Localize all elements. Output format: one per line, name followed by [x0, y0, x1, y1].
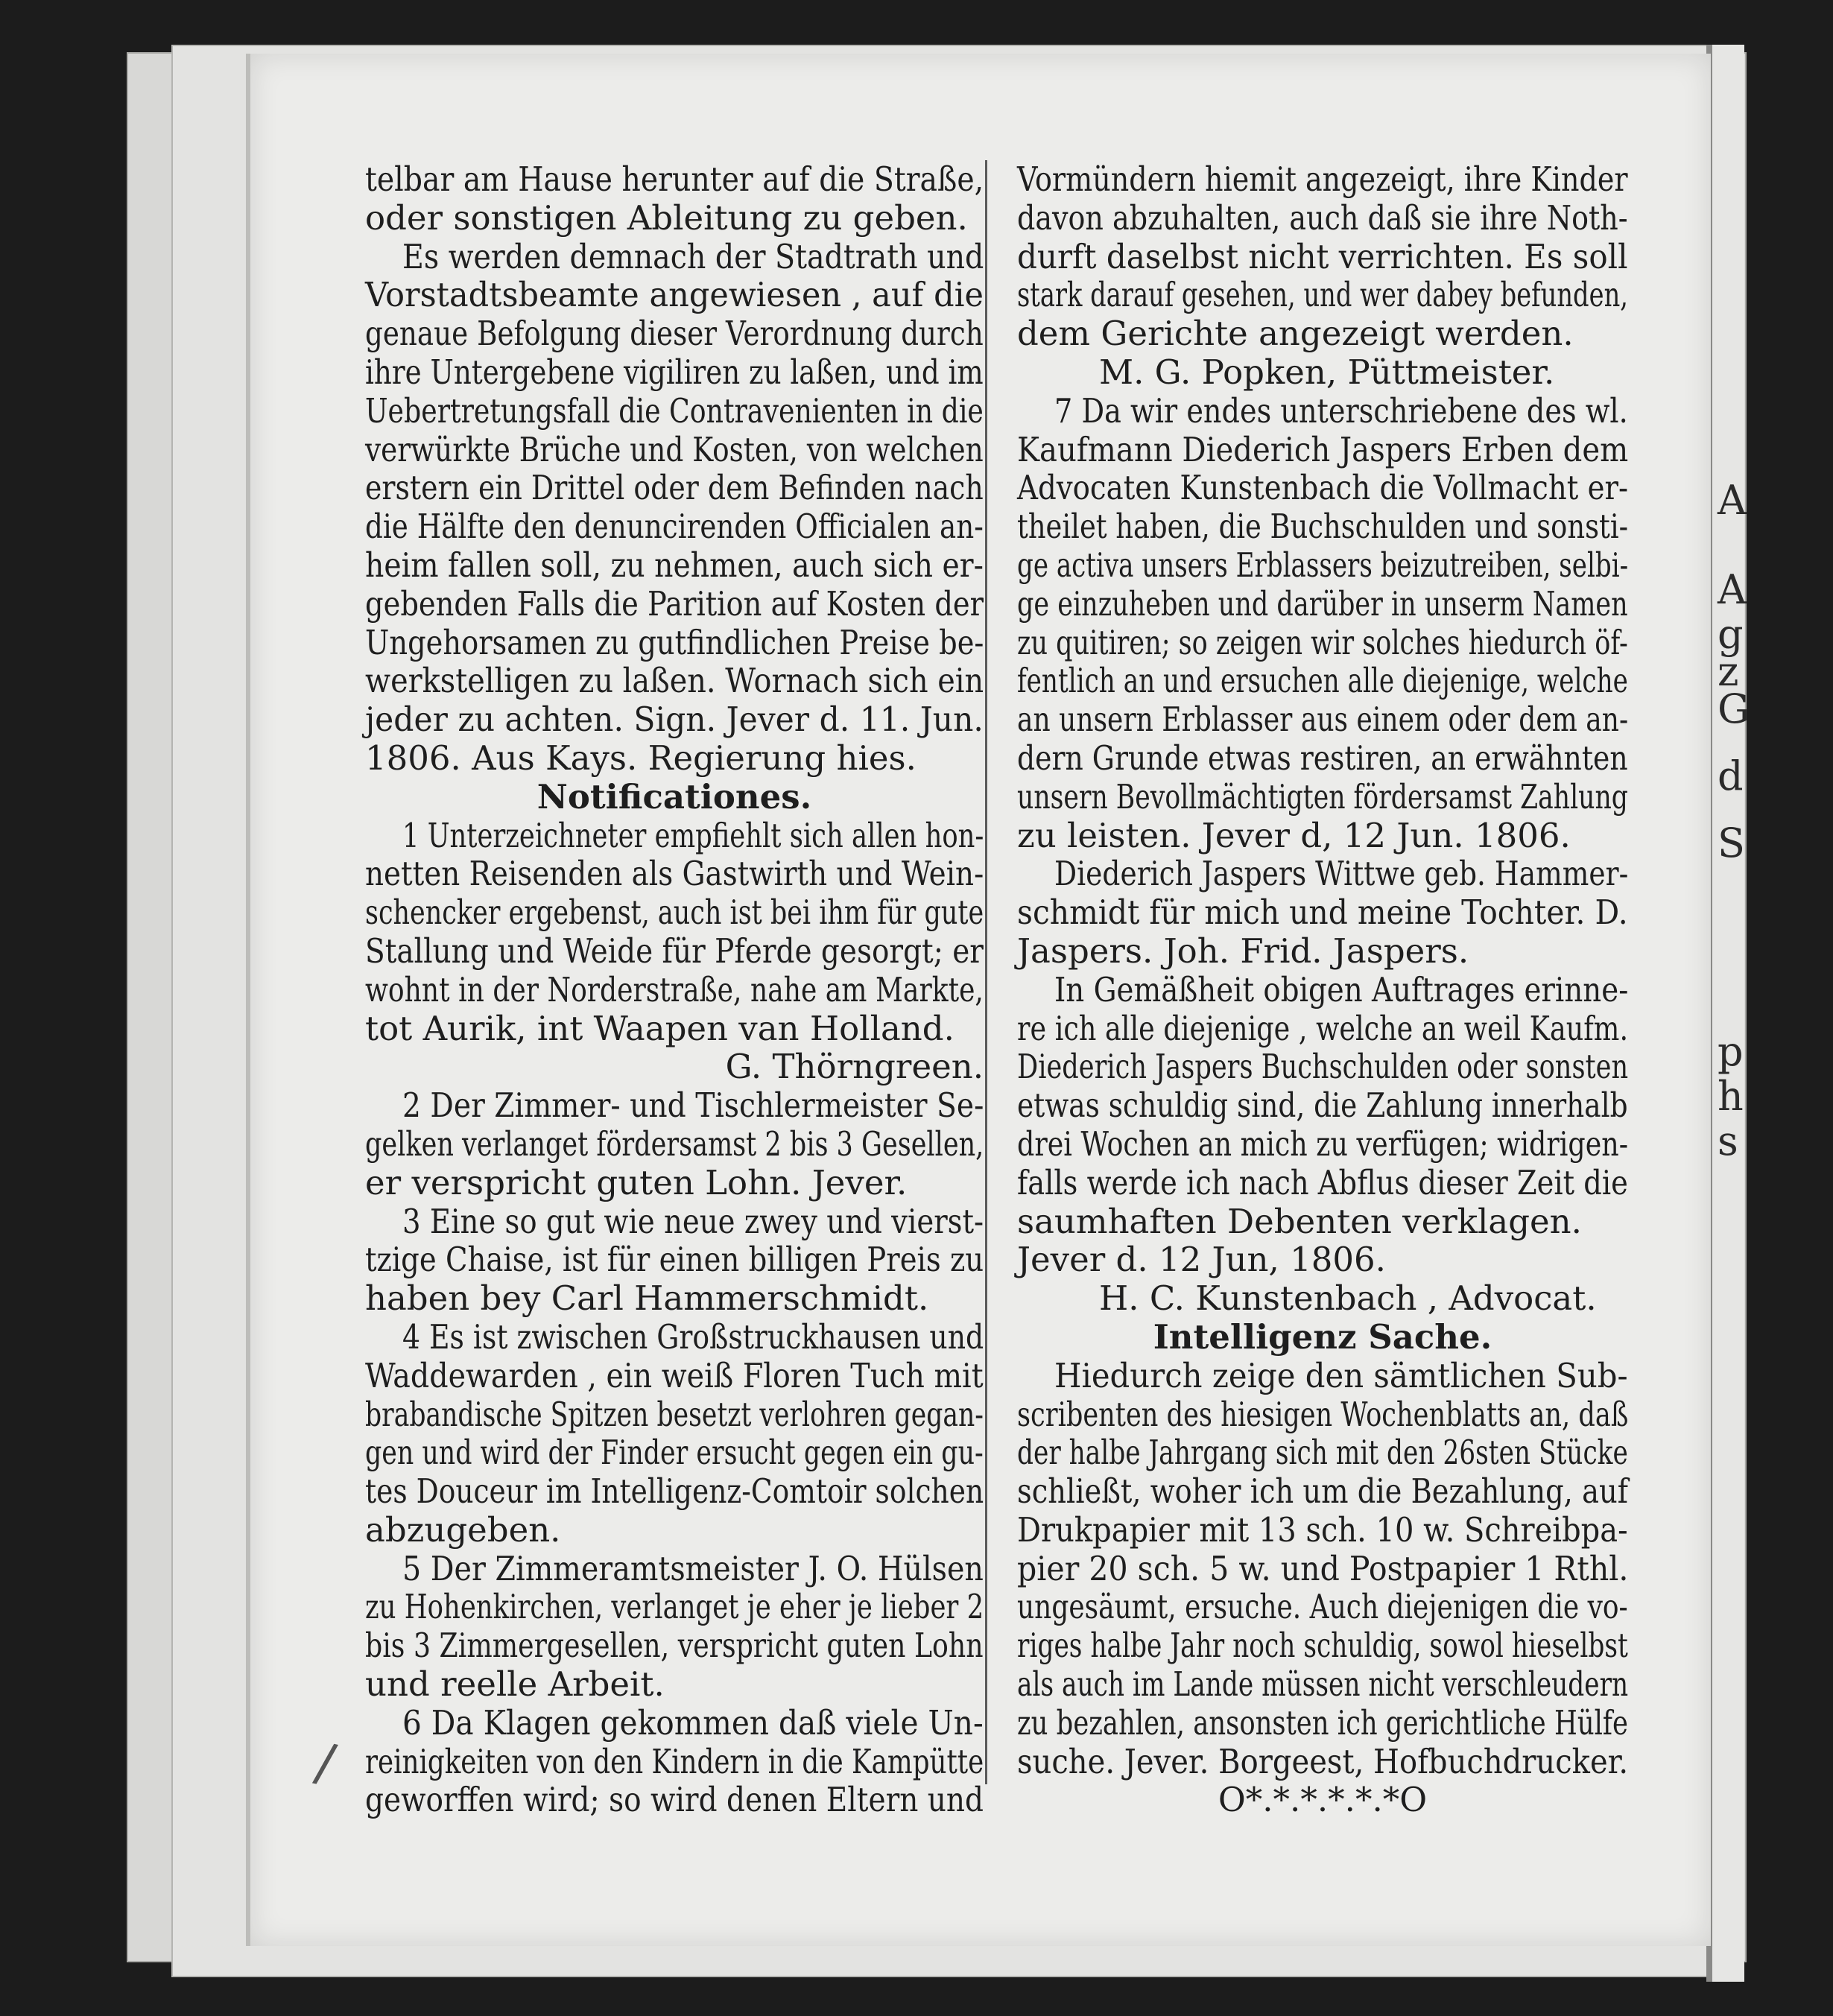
text-line: Waddewarden , ein weiß Floren Tuch mit — [365, 1355, 984, 1395]
text-line: zu Hohenkirchen, verlanget je eher je lieber 2 — [365, 1587, 984, 1627]
text-line: 1806. Aus Kays. Regierung hies. — [365, 738, 916, 778]
text-line: Vorstadtsbeamte angewiesen , auf die — [365, 275, 984, 315]
text-line: Diederich Jaspers Buchschulden oder sonsten — [1017, 1047, 1629, 1087]
text-line: brabandische Spitzen besetzt verlohren gegan- — [365, 1394, 984, 1434]
text-line: als auch im Lande müssen nicht verschleudern — [1017, 1664, 1629, 1705]
text-line: tot Aurik, int Waapen van Holland. — [365, 1008, 955, 1048]
text-line: wohnt in der Norderstraße, nahe am Markte, — [365, 969, 984, 1009]
text-line: genaue Befolgung dieser Verordnung durch — [365, 314, 984, 354]
text-line: tzige Chaise, ist für einen billigen Preis zu — [365, 1240, 984, 1280]
text-line: 5 Der Zimmeramtsmeister J. O. Hülsen — [402, 1548, 984, 1588]
text-line: 6 Da Klagen gekommen daß viele Un- — [402, 1702, 984, 1743]
margin-pencil-mark: / — [310, 1731, 341, 1795]
text-line: Diederich Jaspers Wittwe geb. Hammer- — [1054, 854, 1629, 894]
text-line: ihre Untergebene vigiliren zu laßen, und im — [365, 352, 984, 392]
text-line: erstern ein Drittel oder dem Befinden nach — [365, 468, 984, 508]
text-line: zu leisten. Jever d, 12 Jun. 1806. — [1017, 815, 1571, 855]
edge-glyph: s — [1718, 1118, 1738, 1164]
text-line: falls werde ich nach Abflus dieser Zeit die — [1017, 1162, 1628, 1202]
column-divider — [985, 160, 987, 1784]
text-line: saumhaften Debenten verklagen. — [1017, 1201, 1582, 1241]
text-line: suche. Jever. Borgeest, Hofbuchdrucker. — [1017, 1741, 1629, 1781]
text-line: H. C. Kunstenbach , Advocat. — [1099, 1278, 1597, 1319]
text-line: reinigkeiten von den Kindern in die Kampütte — [365, 1741, 984, 1781]
text-line: davon abzuhalten, auch daß sie ihre Noth- — [1017, 197, 1628, 238]
text-line: 1 Unterzeichneter empfiehlt sich allen hon- — [402, 815, 984, 855]
text-line: haben bey Carl Hammerschmidt. — [365, 1278, 929, 1319]
text-line: 7 Da wir endes unterschriebene des wl. — [1054, 390, 1628, 431]
text-line: M. G. Popken, Püttmeister. — [1099, 352, 1555, 392]
edge-glyph: G — [1718, 685, 1750, 732]
edge-glyph: p — [1718, 1028, 1744, 1075]
edge-glyph: z — [1718, 648, 1739, 695]
text-line: die Hälfte den denuncirenden Officialen an- — [365, 507, 984, 547]
text-line: dem Gerichte angezeigt werden. — [1017, 314, 1574, 354]
text-line: pier 20 sch. 5 w. und Postpapier 1 Rthl. — [1017, 1548, 1629, 1588]
text-line: re ich alle diejenige , welche an weil Kaufm. — [1017, 1008, 1629, 1048]
text-line: verwürkte Brüche und Kosten, von welchen — [365, 429, 984, 469]
text-line: tes Douceur im Intelligenz-Comtoir solchen — [365, 1471, 984, 1512]
text-line: etwas schuldig sind, die Zahlung innerhalb — [1017, 1085, 1628, 1126]
right-text-column — [1017, 160, 1628, 1819]
text-line: zu bezahlen, ansonsten ich gerichtliche Hülfe — [1017, 1702, 1628, 1743]
text-line: In Gemäßheit obigen Auftrages erinne- — [1054, 969, 1629, 1009]
text-line: schmidt für mich und meine Tochter. D. — [1017, 893, 1628, 933]
text-line: 2 Der Zimmer- und Tischlermeister Se- — [402, 1085, 984, 1126]
text-line: netten Reisenden als Gastwirth und Wein- — [365, 854, 984, 894]
text-line: Uebertretungsfall die Contravenienten in die — [365, 390, 984, 431]
section-heading: Intelligenz Sache. — [1153, 1316, 1492, 1357]
facing-page-edge — [1706, 45, 1744, 1982]
text-line: gebenden Falls die Parition auf Kosten der — [365, 583, 984, 624]
text-line: O*.*.*.*.*.*O — [1218, 1780, 1428, 1820]
text-line: G. Thörngreen. — [725, 1047, 984, 1087]
text-line: 4 Es ist zwischen Großstruckhausen und — [402, 1316, 984, 1357]
section-heading: Notificationes. — [536, 776, 812, 817]
text-line: riges halbe Jahr noch schuldig, sowol hieselbst — [1017, 1626, 1628, 1666]
text-line: Jaspers. Joh. Frid. Jaspers. — [1017, 931, 1469, 971]
text-line: fentlich an und ersuchen alle diejenige, welche — [1017, 661, 1628, 701]
text-line: schencker ergebenst, auch ist bei ihm für gute — [365, 893, 984, 933]
text-line: unsern Bevollmächtigten fördersamst Zahlung — [1017, 776, 1628, 817]
text-line: Jever d. 12 Jun, 1806. — [1017, 1240, 1386, 1280]
text-line: Drukpapier mit 13 sch. 10 w. Schreibpa- — [1017, 1509, 1628, 1550]
left-text-column — [365, 160, 984, 1819]
text-line: geworffen wird; so wird denen Eltern und — [365, 1780, 984, 1820]
text-line: telbar am Hause herunter auf die Straße, — [365, 159, 984, 199]
text-line: abzugeben. — [365, 1509, 561, 1550]
edge-glyph: g — [1718, 611, 1744, 658]
text-line: dern Grunde etwas restiren, an erwähnten — [1017, 738, 1628, 778]
text-line: jeder zu achten. Sign. Jever d. 11. Jun. — [365, 700, 984, 740]
text-line: durft daselbst nicht verrichten. Es soll — [1017, 236, 1628, 276]
edge-glyph: d — [1718, 752, 1744, 799]
edge-glyph: A — [1718, 477, 1747, 524]
text-line: Kaufmann Diederich Jaspers Erben dem — [1017, 429, 1629, 469]
text-line: gen und wird der Finder ersucht gegen ein gu- — [365, 1433, 984, 1473]
text-line: ge einzuheben und darüber in unserm Namen — [1017, 583, 1628, 624]
text-line: zu quitiren; so zeigen wir solches hiedurch öf- — [1017, 622, 1628, 662]
edge-glyph: h — [1718, 1073, 1744, 1120]
text-line: Vormündern hiemit angezeigt, ihre Kinder — [1017, 159, 1628, 199]
text-line: scribenten des hiesigen Wochenblatts an, daß — [1017, 1394, 1629, 1434]
text-line: schließt, woher ich um die Bezahlung, auf — [1017, 1471, 1628, 1512]
edge-glyph: S — [1718, 820, 1745, 866]
text-line: oder sonstigen Ableitung zu geben. — [365, 197, 968, 238]
text-line: heim fallen soll, zu nehmen, auch sich er- — [365, 545, 984, 585]
text-line: gelken verlanget fördersamst 2 bis 3 Gesellen, — [365, 1123, 984, 1164]
text-line: an unsern Erblasser aus einem oder dem an- — [1017, 700, 1629, 740]
text-line: bis 3 Zimmergesellen, verspricht guten Lohn — [365, 1626, 984, 1666]
text-line: 3 Eine so gut wie neue zwey und vierst- — [402, 1201, 984, 1241]
text-line: und reelle Arbeit. — [365, 1664, 665, 1705]
text-line: er verspricht guten Lohn. Jever. — [365, 1162, 908, 1202]
edge-glyph: A — [1718, 566, 1747, 613]
text-line: Hiedurch zeige den sämtlichen Sub- — [1054, 1355, 1628, 1395]
text-line: Stallung und Weide für Pferde gesorgt; er — [365, 931, 984, 971]
text-line: ge activa unsers Erblassers beizutreiben, selbi- — [1017, 545, 1629, 585]
text-line: Advocaten Kunstenbach die Vollmacht er- — [1017, 468, 1629, 508]
text-line: Ungehorsamen zu gutfindlichen Preise be- — [365, 622, 984, 662]
text-line: werkstelligen zu laßen. Wornach sich ein — [365, 661, 984, 701]
text-line: ungesäumt, ersuche. Auch diejenigen die vo- — [1017, 1587, 1628, 1627]
text-line: drei Wochen an mich zu verfügen; widrigen- — [1017, 1123, 1629, 1164]
text-line: stark darauf gesehen, und wer dabey befunden, — [1017, 275, 1628, 315]
text-line: Es werden demnach der Stadtrath und — [402, 236, 984, 276]
text-line: theilet haben, die Buchschulden und sonsti- — [1017, 507, 1629, 547]
text-line: der halbe Jahrgang sich mit den 26sten Stücke — [1017, 1433, 1628, 1473]
